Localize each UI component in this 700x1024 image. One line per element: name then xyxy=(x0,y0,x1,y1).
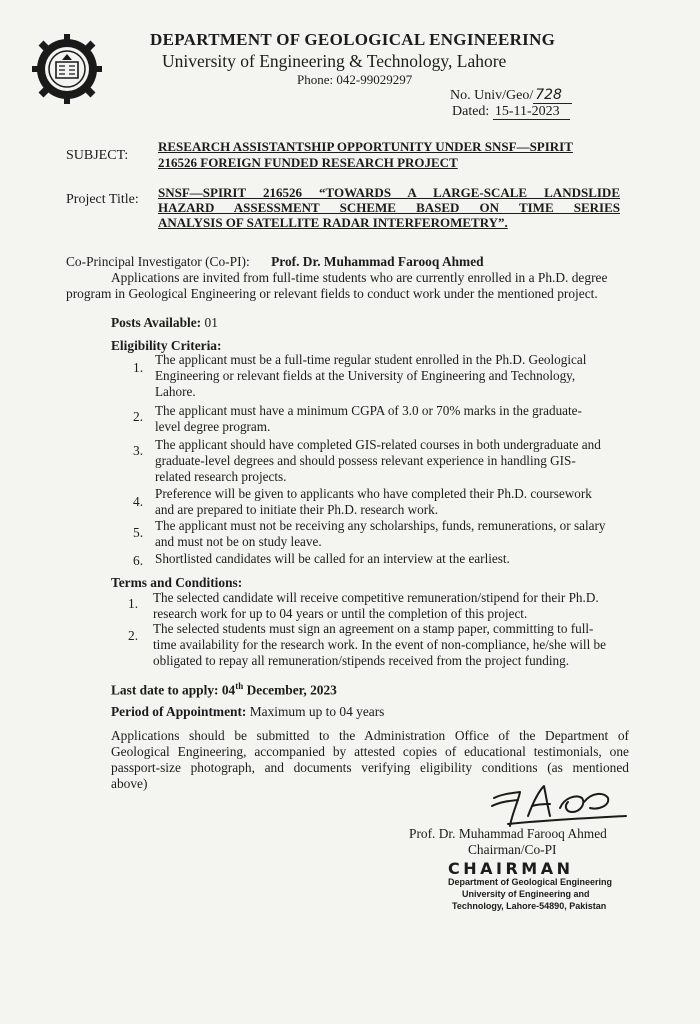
copi-line xyxy=(66,254,484,270)
eligibility-item-3-line-3: related research projects. xyxy=(155,469,287,484)
eligibility-heading: Eligibility Criteria: xyxy=(111,338,222,353)
terms-item-2-line-3: obligated to repay all remuneration/stipends received from the project funding. xyxy=(153,653,569,668)
copi-label: Co-Principal Investigator (Co-PI): xyxy=(66,254,250,269)
date-value: 15-11-2023 xyxy=(493,104,570,120)
terms-item-1-line-2: research work for up to 04 years or until the completion of this project. xyxy=(153,606,528,621)
stamp-title: CHAIRMAN xyxy=(448,859,574,878)
reference-label: No. Univ/Geo/ xyxy=(450,88,534,103)
department-name: DEPARTMENT OF GEOLOGICAL ENGINEERING xyxy=(150,30,556,49)
submission-line-1: Applications should be submitted to the Administration Office of the Department of xyxy=(111,728,629,743)
eligibility-item-1-line-3: Lahore. xyxy=(155,384,196,399)
appointment-label: Period of Appointment: xyxy=(111,704,247,719)
terms-item-2-line-1: The selected students must sign an agreement on a stamp paper, committing to full- xyxy=(153,621,594,636)
eligibility-item-6-number: 6. xyxy=(133,553,144,568)
phone-number: Phone: 042-99029297 xyxy=(297,72,413,87)
project-title-line-1: SNSF—SPIRIT 216526 “TOWARDS A LARGE-SCALE LANDSLIDE xyxy=(158,185,620,200)
eligibility-item-2-number: 2. xyxy=(133,409,144,424)
terms-heading: Terms and Conditions: xyxy=(111,575,243,590)
signatory-title: Chairman/Co-PI xyxy=(468,842,557,857)
deadline-date: December, 2023 xyxy=(243,682,337,698)
eligibility-item-4-number: 4. xyxy=(133,494,144,509)
stamp-line-3: Technology, Lahore-54890, Pakistan xyxy=(452,901,607,911)
copi-name: Prof. Dr. Muhammad Farooq Ahmed xyxy=(271,254,484,269)
stamp-line-2: University of Engineering and xyxy=(462,889,590,899)
eligibility-item-4-line-1: Preference will be given to applicants who have completed their Ph.D. coursework xyxy=(155,486,592,501)
reference-number xyxy=(450,87,572,104)
eligibility-item-6-line-1: Shortlisted candidates will be called for an interview at the earliest. xyxy=(155,551,510,566)
posts-available xyxy=(111,315,218,331)
eligibility-item-3-line-2: graduate-level degrees and should possess relevant experience in handling GIS- xyxy=(155,453,576,468)
stamp-line-1: Department of Geological Engineering xyxy=(448,877,613,887)
terms-item-1-number: 1. xyxy=(128,596,139,611)
deadline-superscript: th xyxy=(235,681,244,691)
terms-item-2-line-2: time availability for the research work. In the event of non-compliance, he/she will be xyxy=(153,637,606,652)
university-name: University of Engineering & Technology, Lahore xyxy=(162,51,507,71)
eligibility-item-5-line-1: The applicant must not be receiving any scholarships, funds, remunerations, or salary xyxy=(155,518,606,533)
eligibility-item-2-line-2: level degree program. xyxy=(155,419,271,434)
appointment-line xyxy=(111,704,384,720)
appointment-value: Maximum up to 04 years xyxy=(249,704,385,719)
eligibility-item-4-line-2: and are prepared to initiate their Ph.D. research work. xyxy=(155,502,439,517)
eligibility-item-1-number: 1. xyxy=(133,360,144,375)
deadline-line xyxy=(111,681,337,698)
signatory-name: Prof. Dr. Muhammad Farooq Ahmed xyxy=(409,826,607,841)
eligibility-item-5-line-2: and must not be on study leave. xyxy=(155,534,322,549)
eligibility-item-3-line-1: The applicant should have completed GIS-related courses in both undergraduate and xyxy=(155,437,601,452)
handwritten-signature xyxy=(488,780,628,832)
university-seal-logo xyxy=(30,32,104,106)
eligibility-item-1-line-2: Engineering or relevant fields at the University of Engineering and Technology, xyxy=(155,368,576,383)
project-title-line-2: HAZARD ASSESSMENT SCHEME BASED ON TIME SERIES xyxy=(158,200,620,215)
posts-label: Posts Available: xyxy=(111,315,202,330)
project-title-line-3: ANALYSIS OF SATELLITE RADAR INTERFEROMETRY”. xyxy=(158,215,508,230)
eligibility-item-5-number: 5. xyxy=(133,525,144,540)
date-line xyxy=(452,104,570,120)
intro-line-2: program in Geological Engineering or relevant fields to conduct work under the mentioned project. xyxy=(66,286,598,301)
subject-line-2: 216526 FOREIGN FUNDED RESEARCH PROJECT xyxy=(158,155,458,170)
intro-line-1: Applications are invited from full-time students who are currently enrolled in a Ph.D. degree xyxy=(111,270,608,285)
posts-value: 01 xyxy=(204,315,218,330)
project-title-label: Project Title: xyxy=(66,192,139,207)
submission-line-4: above) xyxy=(111,776,148,791)
subject-label: SUBJECT: xyxy=(66,148,129,163)
terms-item-1-line-1: The selected candidate will receive competitive remuneration/stipend for their Ph.D. xyxy=(153,590,599,605)
eligibility-item-2-line-1: The applicant must have a minimum CGPA of 3.0 or 70% marks in the graduate- xyxy=(155,403,582,418)
eligibility-item-1-line-1: The applicant must be a full-time regular student enrolled in the Ph.D. Geological xyxy=(155,352,587,367)
date-label: Dated: xyxy=(452,104,490,119)
deadline-label: Last date to apply: 04 xyxy=(111,682,236,698)
subject-line-1: RESEARCH ASSISTANTSHIP OPPORTUNITY UNDER SNSF—SPIRIT xyxy=(158,139,573,154)
submission-line-2: Geological Engineering, accompanied by attested copies of educational testimonials, one xyxy=(111,744,629,759)
submission-line-3: passport-size photograph, and documents verifying eligibility conditions (as mentioned xyxy=(111,760,629,775)
reference-value: 728 xyxy=(533,87,572,104)
eligibility-item-3-number: 3. xyxy=(133,443,144,458)
terms-item-2-number: 2. xyxy=(128,628,139,643)
